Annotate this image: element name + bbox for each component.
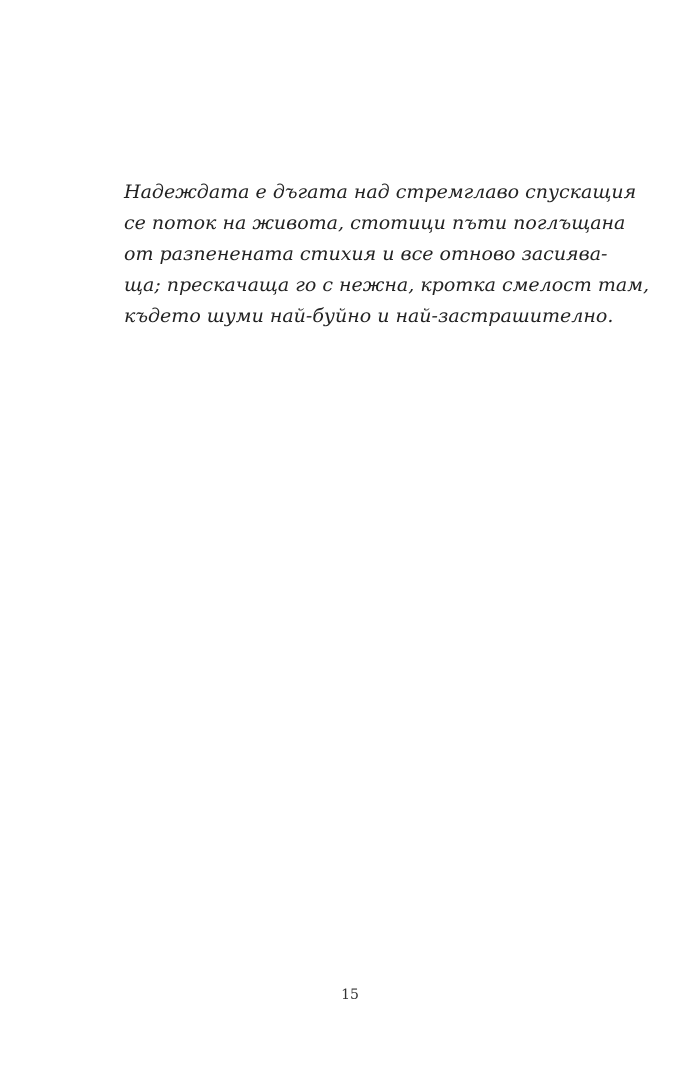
page-number: 15 bbox=[341, 987, 359, 1003]
epigraph-line-5: където шуми най-буйно и най-застрашително. bbox=[124, 305, 614, 327]
epigraph-line-2: се поток на живота, стотици пъти поглъщана bbox=[124, 212, 626, 234]
epigraph-quote bbox=[124, 177, 650, 332]
epigraph-line-3: от разпенената стихия и все отново засиява- bbox=[124, 243, 608, 265]
epigraph-line-1: Надеждата е дъгата над стремглаво спускащия bbox=[124, 181, 637, 203]
epigraph-line-4: ща; прескачаща го с нежна, кротка смелост там, bbox=[124, 274, 650, 296]
